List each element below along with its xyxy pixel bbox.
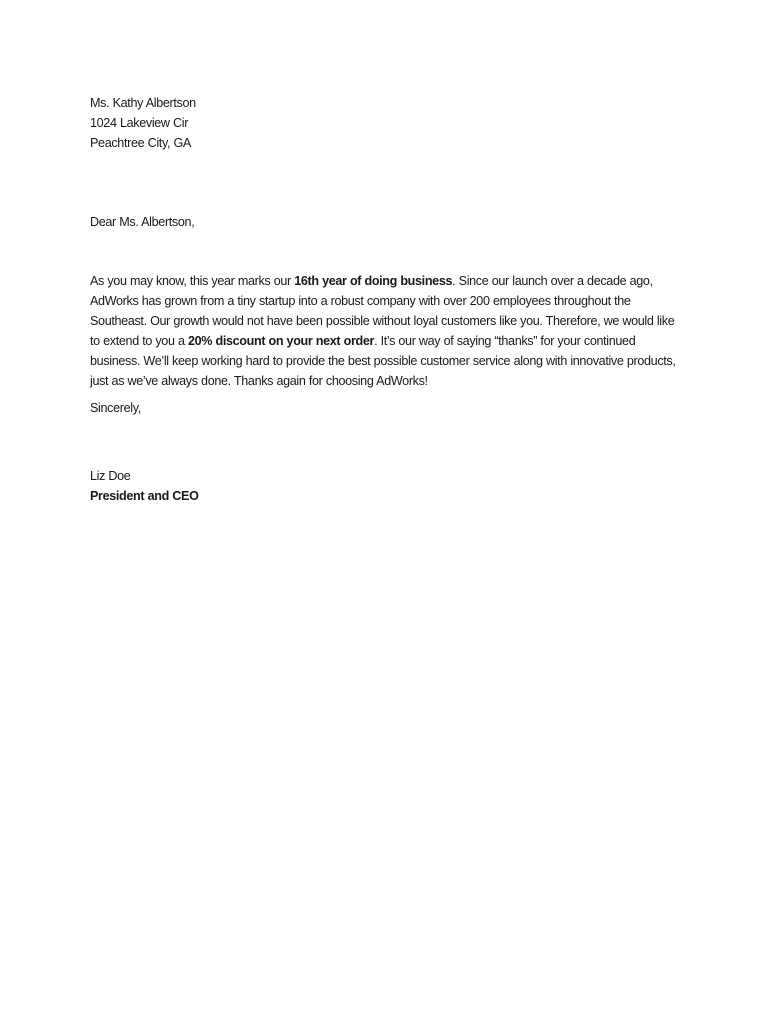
body-text-part1: As you may know, this year marks our (90, 274, 295, 288)
signer-title: President and CEO (90, 489, 199, 503)
signer-name: Liz Doe (90, 469, 131, 483)
body-text-part2: . Since our launch over a decade ago, AdWorks has grown from a tiny startup into a robust company with over 200 employees throughout the Southeast. Our growth would not have been possible without loyal customers like you. Therefore, we would like to extend to you a (90, 274, 675, 348)
letter-body-paragraph (90, 271, 682, 391)
recipient-name: Ms. Kathy Albertson (90, 96, 196, 110)
body-text-part3: . It’s our way of saying “thanks” for your continued business. We’ll keep working hard to provide the best possible customer service along with innovative products, just as we’ve always done. Thanks again for choosing AdWorks! (90, 334, 676, 388)
recipient-city: Peachtree City, GA (90, 136, 191, 150)
salutation: Dear Ms. Albertson, (90, 215, 195, 229)
signature-block (90, 466, 682, 506)
letter-document (90, 93, 682, 506)
closing: Sincerely, (90, 401, 141, 415)
recipient-address-block (90, 93, 682, 153)
body-bold-discount: 20% discount on your next order (187, 334, 375, 348)
body-bold-anniversary: 16th year of doing business (294, 274, 453, 288)
recipient-street: 1024 Lakeview Cir (90, 116, 189, 130)
